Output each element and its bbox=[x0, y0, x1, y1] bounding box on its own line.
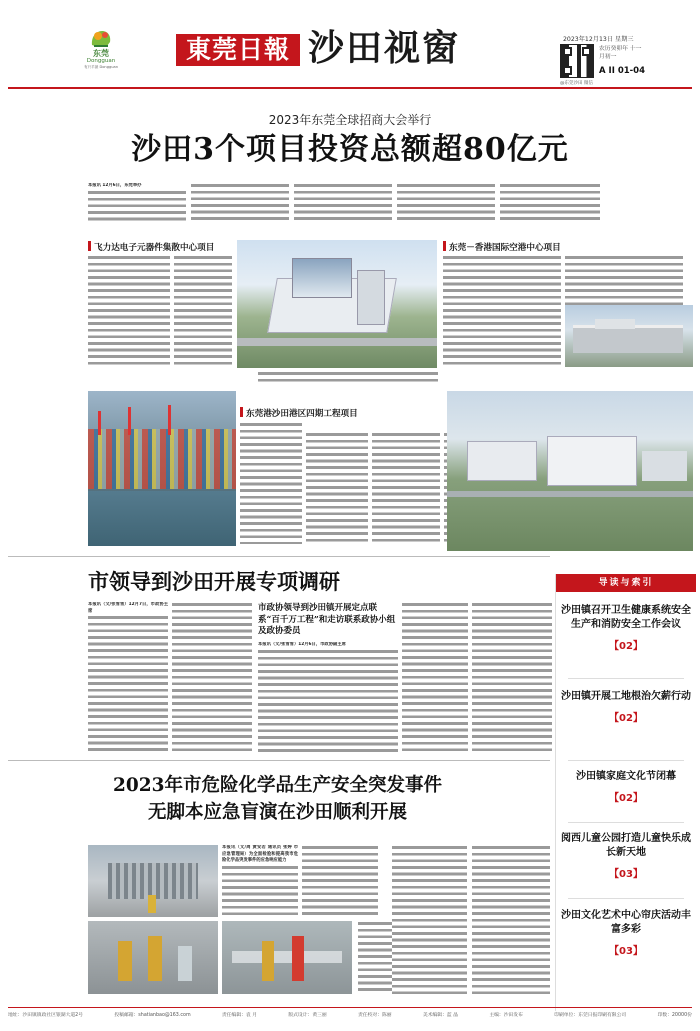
project-1-col-1 bbox=[88, 255, 170, 365]
guide-item-2[interactable] bbox=[560, 690, 692, 725]
footer bbox=[8, 1011, 692, 1023]
drill-photo-3 bbox=[222, 921, 352, 994]
footer-editor: 责任编辑：袁 月 bbox=[221, 1013, 258, 1018]
project-render-photo bbox=[237, 240, 437, 368]
lead-body-col-2 bbox=[191, 183, 289, 221]
guide-item-5-title: 沙田文化艺术中心帘庆活动丰富多彩 bbox=[561, 910, 691, 935]
footer-designer: 版式设计：黄三丽 bbox=[288, 1013, 327, 1018]
footer-art: 美术编辑：蓝 晶 bbox=[422, 1013, 459, 1018]
guide-divider-2 bbox=[568, 760, 684, 761]
story2-body-start: 本报讯（文/张雪雪）12月7日，市政协主席 bbox=[88, 602, 168, 614]
masthead-divider bbox=[8, 87, 692, 89]
paper-name: 東莞日報 bbox=[176, 34, 300, 66]
story2-headline: 市领导到沙田开展专项调研 bbox=[88, 569, 340, 594]
masthead bbox=[0, 0, 700, 86]
project-2-col-1 bbox=[443, 255, 561, 365]
guide-item-5-page: 【03】 bbox=[609, 946, 643, 957]
story3-col-5 bbox=[472, 845, 550, 994]
project-3-title: 东莞港沙田港区四期工程项目 bbox=[246, 409, 358, 419]
guide-item-5[interactable] bbox=[560, 909, 692, 958]
guide-item-2-page: 【02】 bbox=[609, 713, 643, 724]
story3-col-4 bbox=[392, 845, 467, 994]
footer-email[interactable]: 投稿邮箱：shatianbao@163.com bbox=[114, 1013, 191, 1018]
guide-item-4[interactable] bbox=[560, 832, 692, 881]
footer-printer: 印刷单位：东莞日报印刷有限公司 bbox=[554, 1013, 627, 1018]
drill-photo-2 bbox=[88, 921, 218, 994]
story2-divider bbox=[8, 760, 550, 761]
guide-divider-1 bbox=[568, 678, 684, 679]
story3-headline-2: 无脚本应急盲演在沙田顺利开展 bbox=[147, 802, 407, 823]
project-3-col-3 bbox=[372, 432, 440, 544]
story3-headline-1: 2023年市危险化学品生产安全突发事件 bbox=[113, 775, 442, 796]
section-title: 沙田视窗 bbox=[308, 28, 461, 69]
project-3-col-1 bbox=[240, 422, 302, 544]
footer-rule bbox=[8, 1007, 692, 1008]
sheep-logo-icon bbox=[88, 27, 114, 49]
story2-col-5 bbox=[472, 602, 552, 752]
project-2-title: 东莞－香港国际空港中心项目 bbox=[449, 243, 561, 253]
guide-divider-4 bbox=[568, 898, 684, 899]
logo-text: 东莞 bbox=[93, 49, 109, 58]
airport-photo bbox=[565, 305, 693, 367]
port-photo bbox=[88, 391, 236, 546]
lead-body-col-3 bbox=[294, 183, 392, 221]
project-1-col-2 bbox=[174, 255, 232, 365]
render-caption bbox=[258, 371, 438, 383]
page-range: A II 01-04 bbox=[599, 66, 646, 76]
footer-address: 地址：沙田镇镇政社区银湖大道2号 bbox=[8, 1013, 84, 1018]
lead-kicker: 2023年东莞全球招商大会举行 bbox=[268, 113, 432, 127]
guide-item-3-title: 沙田镇家庭文化节闭幕 bbox=[576, 771, 676, 782]
story3-body-start: 本报讯（文/周 黄安若 通讯员 张婷 市应急管理局）为全面检验和提高我市危险化学品突发事件的应急响应能力 bbox=[222, 845, 298, 864]
guide-item-1-page: 【02】 bbox=[609, 641, 643, 652]
project-1-title: 飞力达电子元器件集散中心项目 bbox=[94, 243, 215, 253]
story3-col-2 bbox=[302, 845, 378, 917]
guide-divider-3 bbox=[568, 822, 684, 823]
guide-label: 导读与索引 bbox=[556, 574, 696, 592]
lead-body-col-5 bbox=[500, 183, 600, 221]
footer-proof: 责任校对：陈丽 bbox=[358, 1013, 392, 1018]
story2-col-2 bbox=[172, 602, 252, 752]
story2-col-3 bbox=[258, 642, 398, 752]
guide-item-3-page: 【02】 bbox=[609, 793, 643, 804]
guide-item-4-title: 阅西儿童公园打造儿童快乐成长新天地 bbox=[561, 833, 691, 858]
story2-sub-headline: 市政协领导到沙田镇开展定点联系“百千万工程”和走访联系政协小组及政协委员 bbox=[258, 603, 396, 636]
logo-sub: 有只羊最 Dongguan bbox=[83, 65, 119, 69]
project-1-heading bbox=[88, 241, 214, 253]
dongguan-logo bbox=[76, 27, 126, 77]
story2-col-1 bbox=[88, 602, 168, 752]
guide-item-1[interactable] bbox=[560, 604, 692, 653]
project-3-col-2 bbox=[306, 432, 368, 544]
guide-item-3[interactable] bbox=[560, 770, 692, 805]
guide-item-1-title: 沙田镇召开卫生健康系统安全生产和消防安全工作会议 bbox=[561, 605, 691, 630]
story2-col-4 bbox=[402, 602, 468, 752]
drill-photo-1 bbox=[88, 845, 218, 917]
project-3-heading bbox=[240, 407, 358, 419]
logistics-park-photo bbox=[447, 391, 693, 551]
story2-body-start-2: 本报讯（文/张雪雪）12月6日，市政协副主席 bbox=[258, 642, 346, 647]
lead-body-start: 本报讯 12月6日，东莞举办 bbox=[88, 183, 142, 188]
qr-caption: @东莞沙田 微信 bbox=[560, 81, 593, 86]
lead-divider bbox=[8, 556, 550, 557]
lead-body-col-4 bbox=[397, 183, 495, 221]
lead-body-col-1 bbox=[88, 183, 186, 221]
lead-headline: 沙田3个项目投资总额超80亿元 bbox=[131, 132, 569, 167]
footer-print-run: 印数：20000份 bbox=[657, 1013, 692, 1018]
lunar-date: 农历癸卯年 十一月初一 bbox=[599, 46, 642, 60]
project-2-heading bbox=[443, 241, 561, 253]
project-2-col-2 bbox=[565, 255, 683, 305]
footer-desk: 主编：沙田发布 bbox=[489, 1013, 523, 1018]
story3-col-1 bbox=[222, 845, 298, 917]
logo-en: Dongguan bbox=[86, 58, 116, 64]
guide-item-2-title: 沙田镇开展工地根治欠薪行动 bbox=[561, 691, 691, 702]
issue-date: 2023年12月13日 星期三 bbox=[563, 36, 634, 43]
guide-item-4-page: 【03】 bbox=[609, 869, 643, 880]
qr-code bbox=[560, 44, 594, 78]
